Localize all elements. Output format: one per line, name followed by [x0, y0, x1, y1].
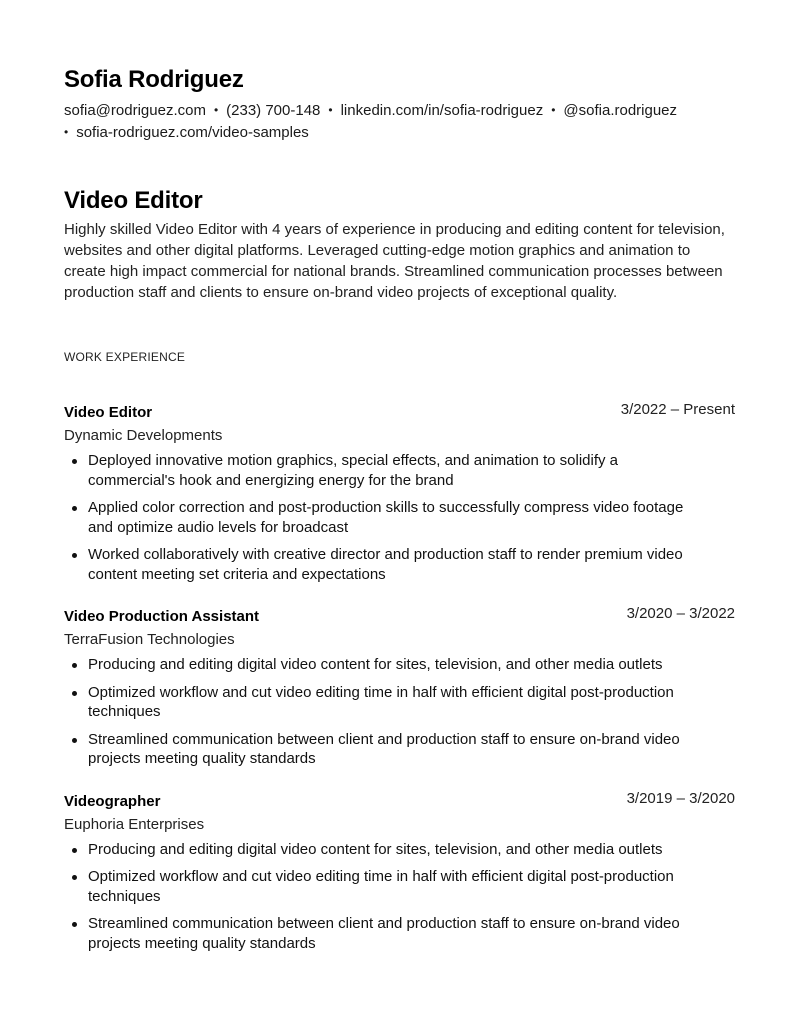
job-header [64, 791, 735, 813]
job-bullet [64, 730, 708, 769]
job-bullet [64, 655, 708, 675]
bullet-icon [72, 848, 77, 853]
job-dates: 3/2022 – Present [620, 401, 735, 418]
job-bullet-list [64, 655, 735, 769]
job-company: Dynamic Developments [64, 427, 223, 444]
contact-email[interactable]: sofia@rodriguez.com [64, 102, 206, 119]
job-header [64, 606, 735, 628]
job-bullet-list [64, 840, 735, 954]
job-dates: 3/2019 – 3/2020 [626, 789, 735, 807]
work-experience-heading: WORK EXPERIENCE [64, 350, 186, 364]
contact-line [64, 100, 744, 144]
job-bullet-text: Producing and editing digital video content for sites, television, and other media outlets [88, 840, 663, 858]
job-bullet-text: Deployed innovative motion graphics, special effects, and animation to solidify a commercial's hook and energizing energy for the brand [88, 452, 619, 489]
candidate-name: Sofia Rodriguez [64, 66, 244, 93]
job-bullet [64, 867, 708, 906]
bullet-icon [72, 663, 77, 668]
contact-phone[interactable]: (233) 700-148 [226, 102, 321, 119]
job-bullet [64, 914, 708, 953]
job-bullet [64, 683, 708, 722]
bullet-icon [72, 875, 77, 880]
job-company: TerraFusion Technologies [64, 631, 235, 648]
job-bullet-text: Optimized workflow and cut video editing time in half with efficient digital post-production techniques [88, 868, 674, 905]
job-company: Euphoria Enterprises [64, 815, 205, 833]
contact-portfolio[interactable]: sofia-rodriguez.com/video-samples [76, 124, 309, 141]
profile-summary: Highly skilled Video Editor with 4 years of experience in producing and editing content for television, websites and other digital platforms. Leveraged cutting-edge motion graphics and animation to create high impact commercial for national brands. Streamlined communication processes between production staff and clients to ensure on-brand video projects of exceptional quality. [64, 221, 725, 301]
job-entry [64, 606, 735, 769]
bullet-icon [72, 553, 77, 558]
job-bullet-text: Streamlined communication between client and production staff to ensure on-brand video projects meeting quality standards [88, 730, 680, 767]
bullet-icon [72, 738, 77, 743]
contact-separator: • [328, 103, 333, 117]
job-bullet [64, 498, 708, 537]
job-bullet-text: Applied color correction and post-production skills to successfully compress video footage and optimize audio levels for broadcast [88, 499, 684, 536]
profile-title: Video Editor [64, 187, 203, 214]
bullet-icon [72, 922, 77, 927]
bullet-icon [72, 691, 77, 696]
job-bullet-text: Streamlined communication between client and production staff to ensure on-brand video projects meeting quality standards [88, 915, 680, 952]
job-bullet-text: Worked collaboratively with creative director and production staff to render premium video content meeting set criteria and expectations [88, 546, 683, 583]
job-bullet-list [64, 451, 735, 584]
bullet-icon [72, 459, 77, 464]
job-bullet-text: Producing and editing digital video content for sites, television, and other media outlets [88, 656, 663, 673]
contact-linkedin[interactable]: linkedin.com/in/sofia-rodriguez [340, 102, 544, 119]
job-entry [64, 402, 735, 584]
job-header [64, 402, 735, 424]
job-bullet [64, 451, 708, 490]
job-bullet [64, 840, 708, 860]
contact-separator: • [551, 103, 556, 117]
job-bullet-text: Optimized workflow and cut video editing time in half with efficient digital post-production techniques [88, 683, 674, 720]
job-title: Videographer [64, 792, 161, 810]
job-bullet [64, 545, 708, 584]
contact-separator: • [213, 103, 219, 117]
job-entry [64, 791, 735, 954]
job-title: Video Editor [64, 404, 153, 421]
contact-separator: • [64, 125, 69, 139]
job-title: Video Production Assistant [64, 608, 260, 625]
bullet-icon [72, 506, 77, 511]
job-dates: 3/2020 – 3/2022 [626, 605, 735, 622]
contact-social-handle[interactable]: @sofia.rodriguez [563, 102, 678, 119]
